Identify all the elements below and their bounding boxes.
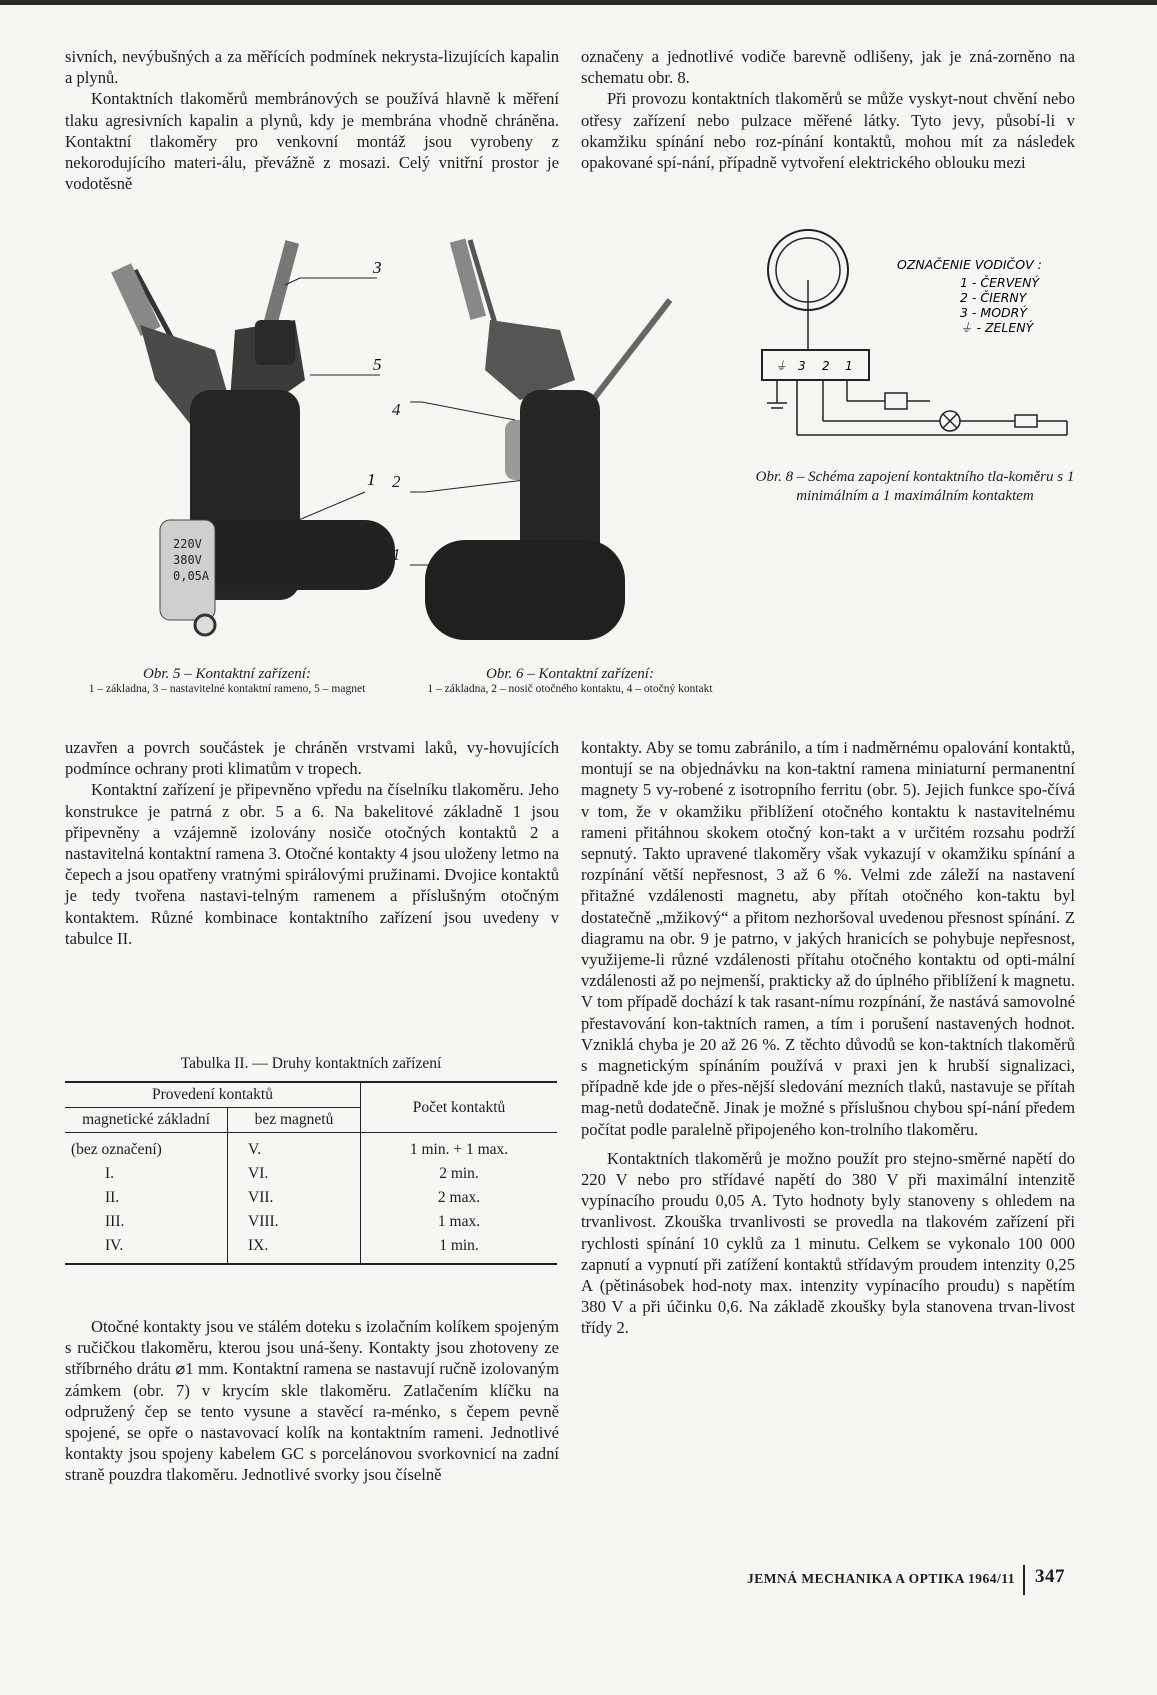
paragraph: Při provozu kontaktních tlakoměrů se může vyskyt-nout chvění nebo otřesy zařízení nebo pulzace měřené látky. Tyto jevy, působí-li v okamžiku spínání nebo roz-pínání kontaktů, mohou mít za následek opakované spí-nání, případně vytvoření elektrického oblouku mezi <box>581 89 1075 173</box>
caption-title: Obr. 6 – Kontaktní zařízení: <box>486 666 654 682</box>
terminal-label: 3 <box>798 359 806 373</box>
label-3: 3 <box>373 258 382 277</box>
terminal-label: 1 <box>845 359 853 373</box>
paragraph: označeny a jednotlivé vodiče barevně odlišeny, jak je zná-zorněno na schematu obr. 8. <box>581 47 1075 88</box>
caption-legend: 1 – základna, 3 – nastavitelné kontaktní rameno, 5 – magnet <box>88 683 366 695</box>
table-row: I. VI. 2 min. <box>65 1162 557 1186</box>
figure-8-schematic <box>755 225 1085 445</box>
table-col-header: magnetické základní <box>65 1108 228 1133</box>
figure-5-photo <box>95 230 415 660</box>
contacts-table <box>65 1081 557 1265</box>
label-5: 5 <box>373 355 382 374</box>
plate-text: 380V <box>173 553 202 567</box>
right-mid-text <box>581 737 1075 1339</box>
wire-legend-item: 3 - MODRÝ <box>960 305 1027 320</box>
paragraph: Kontaktní zařízení je připevněno vpředu na číselníku tlakoměru. Jeho konstrukce je patrná z obr. 5 a 6. Na bakelitové základně 1 jsou připevněny a vzájemně izolovány nosiče otočných kontaktů 2 a nastavitelná kontaktní ramena 3. Otočné kontakty 4 jsou uloženy letmo na čepech a jsou opatřeny vratnými spirálovými pružinami. Dvojice kontaktů je tedy tvořena nastavi-telným ramenem a příslušným otočným kontaktem. Různé kombinace kontaktního zařízení jsou uvedeny v tabulce II. <box>65 780 559 948</box>
wire-legend-heading: OZNAČENIE VODIČOV : <box>897 257 1042 272</box>
figure-6-photo <box>410 230 740 660</box>
table-row: (bez označení) V. 1 min. + 1 max. <box>65 1133 557 1163</box>
label-4: 4 <box>392 400 401 419</box>
terminal-label: 2 <box>822 359 830 373</box>
table-row: III. VIII. 1 max. <box>65 1210 557 1234</box>
label-2: 2 <box>392 472 401 491</box>
table-row: II. VII. 2 max. <box>65 1186 557 1210</box>
caption-title: Obr. 5 – Kontaktní zařízení: <box>143 666 311 682</box>
footer-divider <box>1023 1565 1025 1595</box>
paragraph: kontakty. Aby se tomu zabránilo, a tím i nadměrnému opalování kontaktů, montují se na objednávku na kon-taktní ramena miniaturní permanentní magnety 5 vy-robené z isotropního ferritu (obr. 5). Jejich funkce spo-čívá v tom, že v okamžiku přiblížení otočného kontaktu k nastavitelnému rameni přitáhnou skokem otočný kon-takt a v určitém rozsahu podrží sepnutý. Takto upravené tlakoměry však vykazují v okamžiku spínání a rozpínání větší nepřesnost, 3 až 6 %. Velmi zde záleží na nastavení přitažné vzdálenosti magnetu, aby přítah otočného kon-taktu byl dostatečně „mžikový“ a přitom nezhoršoval uvedenou přesnost spínání. Z diagramu na obr. 9 je patrno, v jakých hranicích se pohybuje nepřesnost, využijeme-li různé vzdálenosti přítahu otočného kontaktu od opti-mální vzdálenosti až po nejmenší, prakticky až do úplného přiblížení k magnetu. V tom případě dochází k tak rasant-nímu rozpínání, že nastává samovolné přestavování kon-taktních ramen, a tím i porušení nastavených hodnot. Vzniklá chyba je 20 až 26 %. Z těchto důvodů se kon-taktních tlakoměrů s magnetickým spínáním používá v praxi jen k hrubší signalizaci, případně kde jde o přes-nější sledování mezních tlaků, nastavuje se přítah mag-netů dodatečně. Jinak je možné s příslušnou chybou spí-nání předem počítat podle paralelně připojeného kon-trolního tlakoměru. <box>581 738 1075 1139</box>
left-mid-text <box>65 737 559 949</box>
table-col-header: Počet kontaktů <box>361 1082 558 1133</box>
caption-legend: 1 – základna, 2 – nosič otočného kontaktu, 4 – otočný kontakt <box>427 683 713 695</box>
paragraph: Kontaktních tlakoměrů je možno použít pro stejno-směrné napětí do 220 V nebo pro střídavé napětí do 380 V při maximální intenzitě vypínacího proudu 0,05 A. Tyto hodnoty byly stanoveny s ohledem na trvanlivost. Zkouška trvanlivosti se provedla na tlakovém zařízení při rychlosti spínání 10 cyklů za 1 minutu. Celkem se vykonalo 100 000 zapnutí a vypnutí při zatížení kontaktů střídavým proudem intenzity 0,25 A (pětinásobek hod-noty max. intenzity vypínacího proudu) s napětím 380 V a při účinku 0,6. Na základě zkoušky byla stanovena trvan-livost třídy 2. <box>581 1148 1075 1338</box>
paragraph: Kontaktních tlakoměrů membránových se používá hlavně k měření tlaku agresivních kapalin a plynů, kdy je membrána vhodně chráněna. Kontaktní tlakoměry pro venkovní montáž jsou vyrobeny z nekorodujícího materi-álu, převážně z mosazi. Celý vnitřní prostor je vodotěsně <box>65 89 559 194</box>
wire-legend-item: 1 - ČERVENÝ <box>960 275 1040 290</box>
table-2 <box>65 1055 557 1265</box>
page-number: 347 <box>1035 1566 1065 1587</box>
plate-text: 220V <box>173 537 202 551</box>
page-footer <box>747 1566 1065 1587</box>
figure-5-caption <box>62 667 392 697</box>
table-col-header: bez magnetů <box>228 1108 361 1133</box>
wire-legend-item: ⏚ - ZELENÝ <box>960 320 1034 335</box>
figure-6-caption <box>400 667 740 697</box>
right-top-text <box>581 46 1075 173</box>
paragraph: uzavřen a povrch součástek je chráněn vrstvami laků, vy-hovujících podmínce ochrany proti klimatům v tropech. <box>65 738 559 779</box>
left-bottom-text <box>65 1316 559 1486</box>
paragraph: sivních, nevýbušných a za měřících podmínek nekrysta-lizujících kapalin a plynů. <box>65 47 559 88</box>
plate-text: 0,05A <box>173 569 210 583</box>
label-1: 1 <box>392 545 401 564</box>
terminal-label: ⏚ <box>775 359 788 373</box>
table-title: Tabulka II. — Druhy kontaktních zařízení <box>180 1055 442 1072</box>
journal-name: JEMNÁ MECHANIKA A OPTIKA 1964/11 <box>747 1571 1016 1586</box>
figure-8-caption: Obr. 8 – Schéma zapojení kontaktního tla-koměru s 1 minimálním a 1 maximálním kontaktem <box>755 469 1075 504</box>
scan-edge <box>0 0 1157 5</box>
wire-legend-item: 2 - ČIERNY <box>960 290 1027 305</box>
table-group-header: Provedení kontaktů <box>65 1082 361 1108</box>
table-row: IV. IX. 1 min. <box>65 1234 557 1264</box>
paragraph: Otočné kontakty jsou ve stálém doteku s izolačním kolíkem spojeným s ručičkou tlakoměru, kterou jsou uná-šeny. Kontakty jsou zhotoveny ze stříbrného drátu ⌀1 mm. Kontaktní ramena se nastavují ručně izolovaným zámkem (obr. 7) v krycím skle tlakoměru. Zatlačením klíčku na odpružený čep se tento vysune a stavěcí ra-ménko, s čepem pevně spojené, se opře o nastavovací kolík na kontaktním rameni. Jednotlivé kontakty jsou spojeny kabelem GC s porcelánovou svorkovnicí na zadní straně pouzdra tlakoměru. Jednotlivé svorky jsou číselně <box>65 1317 559 1485</box>
label-1: 1 <box>367 470 376 489</box>
left-top-text <box>65 46 559 194</box>
